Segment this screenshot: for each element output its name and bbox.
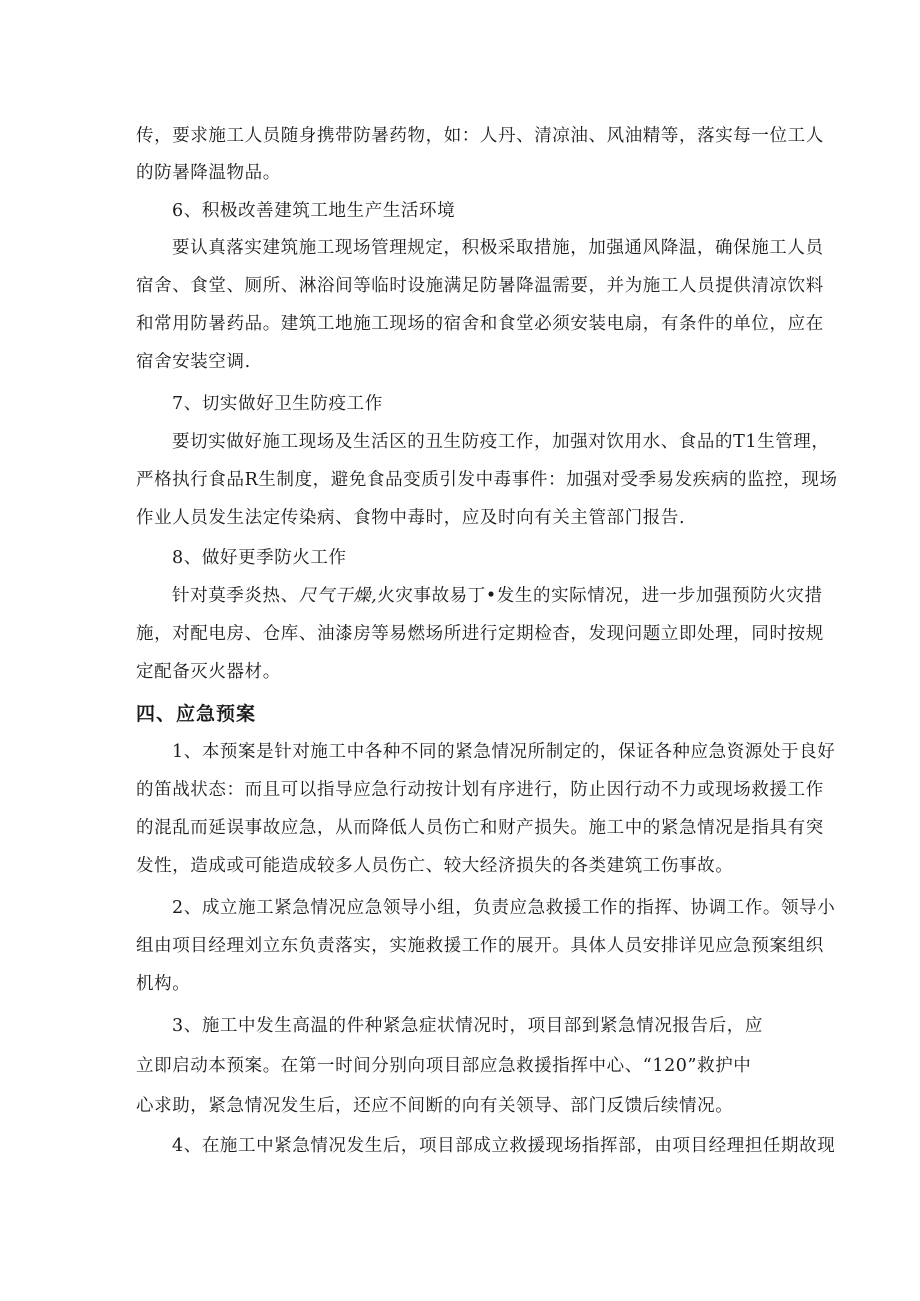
para-1-line-2: 的笛战状态：而且可以指导应急行动按计划有序进行，防止因行动不力或现场救援工作 [136, 780, 824, 800]
intro-line-1: 传，要求施工人员随身携带防暑药物，如：人丹、清凉油、风油精等，落实每一位工人 [136, 126, 824, 146]
para-3-line-2: 立即启动本预案。在第一时间分别向项目部应急救援指挥中心、“120”救护中 [136, 1056, 752, 1076]
para-1-line-1: 1、本预案是针对施工中各种不同的紧急情况所制定的，保证各种应急资源处于良好 [172, 742, 836, 762]
section-7-line-3: 作业人员发生法定传染病、食物中毒时，应及时向有关主管部门报告. [136, 508, 686, 528]
section-6-line-2: 宿舍、食堂、厕所、淋浴间等临时设施满足防暑降温需要，并为施工人员提供清凉饮料 [136, 276, 824, 296]
section-6-line-4: 宿舍安装空调. [136, 352, 251, 372]
section-8-line-3: 定配备灭火器材。 [136, 662, 281, 682]
para-3-line-3: 心求助，紧急情况发生后，还应不间断的向有关领导、部门反馈后续情况。 [136, 1096, 734, 1116]
section-6-title: 6、积极改善建筑工地生产生活环境 [172, 201, 456, 221]
intro-line-2: 的防暑降温物品。 [136, 163, 281, 183]
para-2-line-1: 2、成立施工紧急情况应急领导小组，负责应急救援工作的指挥、协调工作。领导小 [172, 898, 836, 918]
section-8-line-2: 施，对配电房、仓库、油漆房等易燃场所进行定期检杳，发现问题立即处理，同时按规 [136, 624, 824, 644]
section-7-line-1: 要切实做好施工现场及生活区的丑生防疫工作，加强对饮用水、食品的T1生管理， [172, 432, 830, 452]
para-2-line-2: 组由项目经理刘立东负责落实，实施救援工作的展开。具体人员安排详见应急预案组织 [136, 936, 824, 956]
section-8-line-1-part-b: 尺气干燥, [298, 586, 378, 606]
section-8-line-1 [172, 586, 823, 606]
heading-emergency-plan: 四、应急预案 [136, 703, 257, 725]
section-8-line-1-part-a: 针对莫季炎热、 [172, 586, 299, 606]
section-6-line-1: 要认真落实建筑施工现场管理规定，积极采取措施，加强通风降温，确保施工人员 [172, 238, 824, 258]
section-7-line-2: 严格执行食品R生制度，避免食品变质引发中毒事件：加强对受季易发疾病的监控，现场 [136, 470, 838, 490]
para-1-line-4: 发性，造成或可能造成较多人员伤亡、较大经济损失的各类建筑工伤事故。 [136, 856, 734, 876]
section-8-title: 8、做好更季防火工作 [172, 548, 347, 568]
para-1-line-3: 的混乱而延误事故应急，从而降低人员伤亡和财产损失。施工中的紧急情况是指具有突 [136, 818, 824, 838]
para-2-line-3: 机构。 [136, 974, 191, 994]
para-4-line-1: 4、在施工中紧急情况发生后，项目部成立救援现场指挥部，由项目经理担任期故现 [172, 1136, 836, 1156]
section-8-line-1-part-c: 火灾事故易丁•发生的实际情况，进一步加强预防火灾措 [377, 586, 823, 606]
para-3-line-1: 3、施工中发生高温的件种紧急症状情况时，项目部到紧急情况报告后，应 [172, 1016, 763, 1036]
section-7-title: 7、切实做好卫生防疫工作 [172, 394, 383, 414]
section-6-line-3: 和常用防暑药品。建筑工地施工现场的宿舍和食堂必须安装电扇，有条件的单位，应在 [136, 314, 824, 334]
